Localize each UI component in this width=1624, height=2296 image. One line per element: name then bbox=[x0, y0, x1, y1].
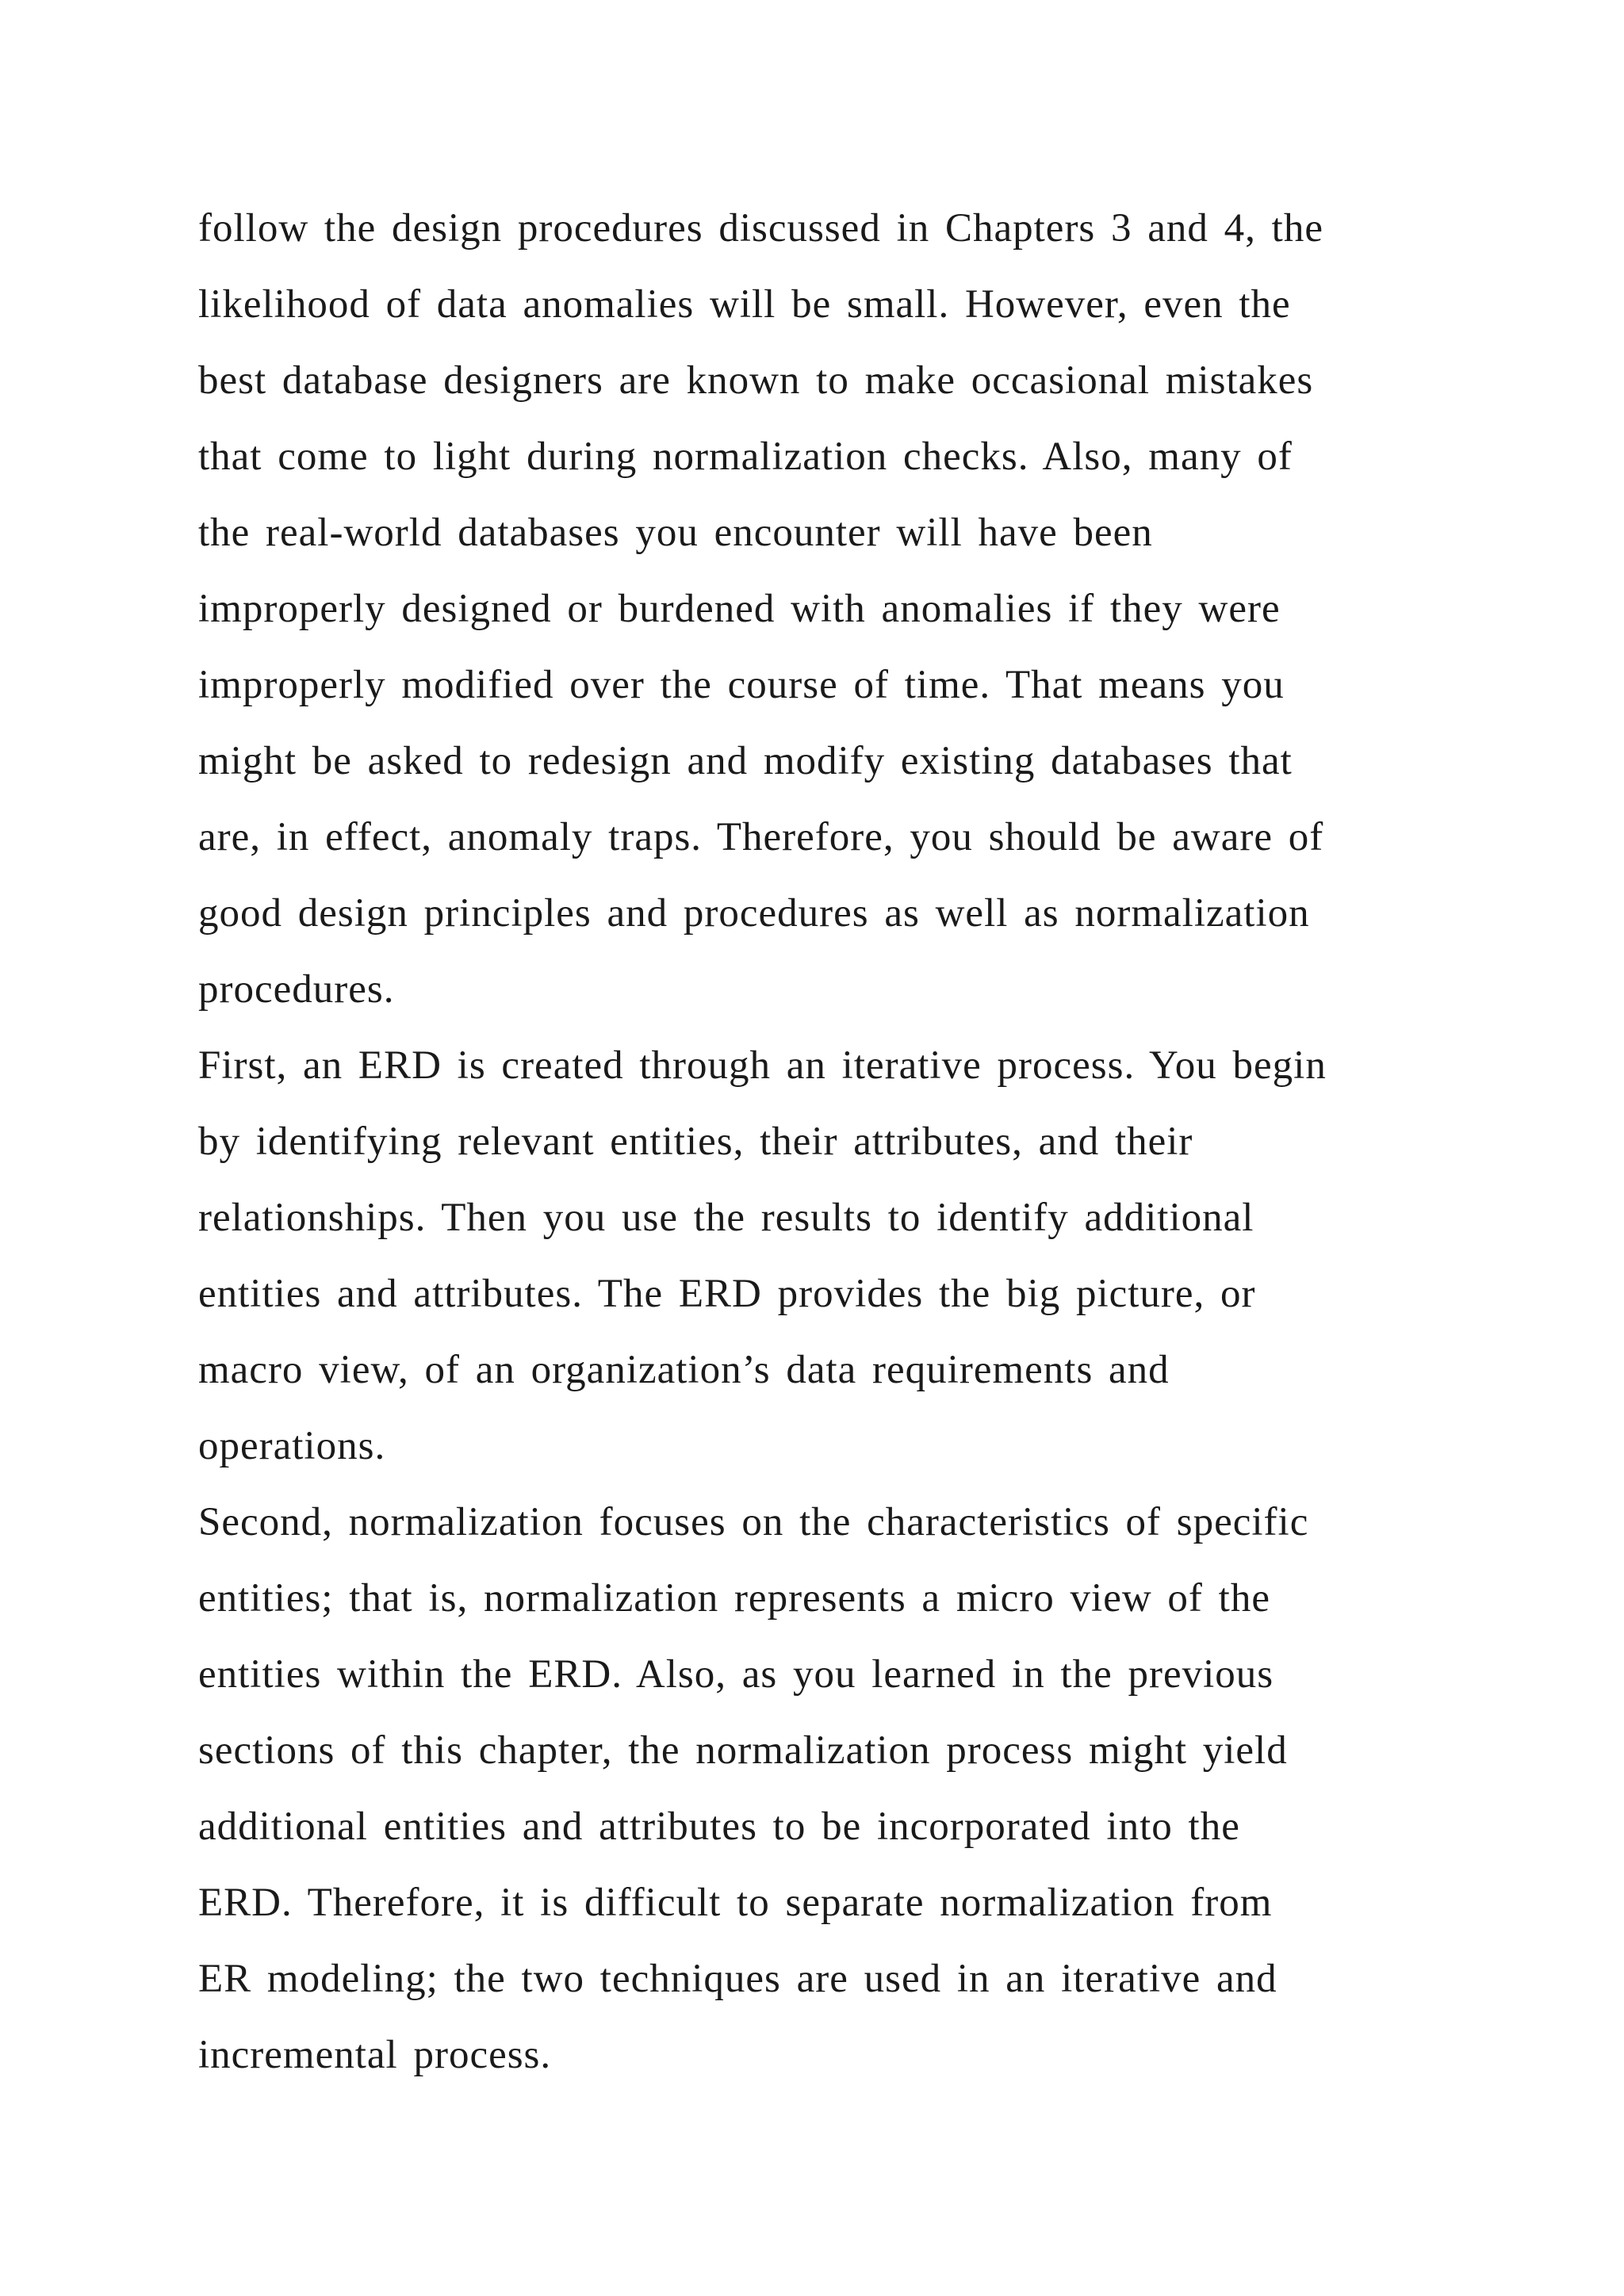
text-line: macro view, of an organization’s data requirements and bbox=[198, 1348, 1170, 1392]
text-line: best database designers are known to make occasional mistakes bbox=[198, 358, 1314, 403]
text-line: additional entities and attributes to be incorporated into the bbox=[198, 1804, 1240, 1849]
text-line: likelihood of data anomalies will be small. However, even the bbox=[198, 282, 1291, 327]
text-line: are, in effect, anomaly traps. Therefore, you should be aware of bbox=[198, 815, 1324, 859]
text-line: improperly designed or burdened with anomalies if they were bbox=[198, 587, 1281, 631]
text-line: ERD. Therefore, it is difficult to separate normalization from bbox=[198, 1881, 1273, 1925]
text-line: entities within the ERD. Also, as you learned in the previous bbox=[198, 1652, 1274, 1697]
text-line: entities; that is, normalization represents a micro view of the bbox=[198, 1576, 1270, 1621]
text-line: good design principles and procedures as well as normalization bbox=[198, 891, 1310, 936]
text-line: First, an ERD is created through an iterative process. You begin bbox=[198, 1043, 1327, 1088]
text-line: by identifying relevant entities, their attributes, and their bbox=[198, 1119, 1193, 1164]
text-line: procedures. bbox=[198, 967, 395, 1012]
body-text bbox=[198, 190, 1467, 2093]
text-line: relationships. Then you use the results to identify additional bbox=[198, 1196, 1254, 1240]
text-line: improperly modified over the course of time. That means you bbox=[198, 663, 1285, 707]
text-line: Second, normalization focuses on the characteristics of specific bbox=[198, 1500, 1309, 1544]
text-line: incremental process. bbox=[198, 2033, 552, 2077]
text-line: entities and attributes. The ERD provides the big picture, or bbox=[198, 1272, 1256, 1316]
text-line: that come to light during normalization checks. Also, many of bbox=[198, 434, 1293, 479]
text-line: ER modeling; the two techniques are used in an iterative and bbox=[198, 1957, 1277, 2001]
text-line: follow the design procedures discussed in Chapters 3 and 4, the bbox=[198, 206, 1323, 251]
text-line: operations. bbox=[198, 1424, 386, 1468]
text-line: the real-world databases you encounter will have been bbox=[198, 511, 1153, 555]
text-line: might be asked to redesign and modify existing databases that bbox=[198, 739, 1293, 783]
text-line: sections of this chapter, the normalization process might yield bbox=[198, 1728, 1288, 1773]
